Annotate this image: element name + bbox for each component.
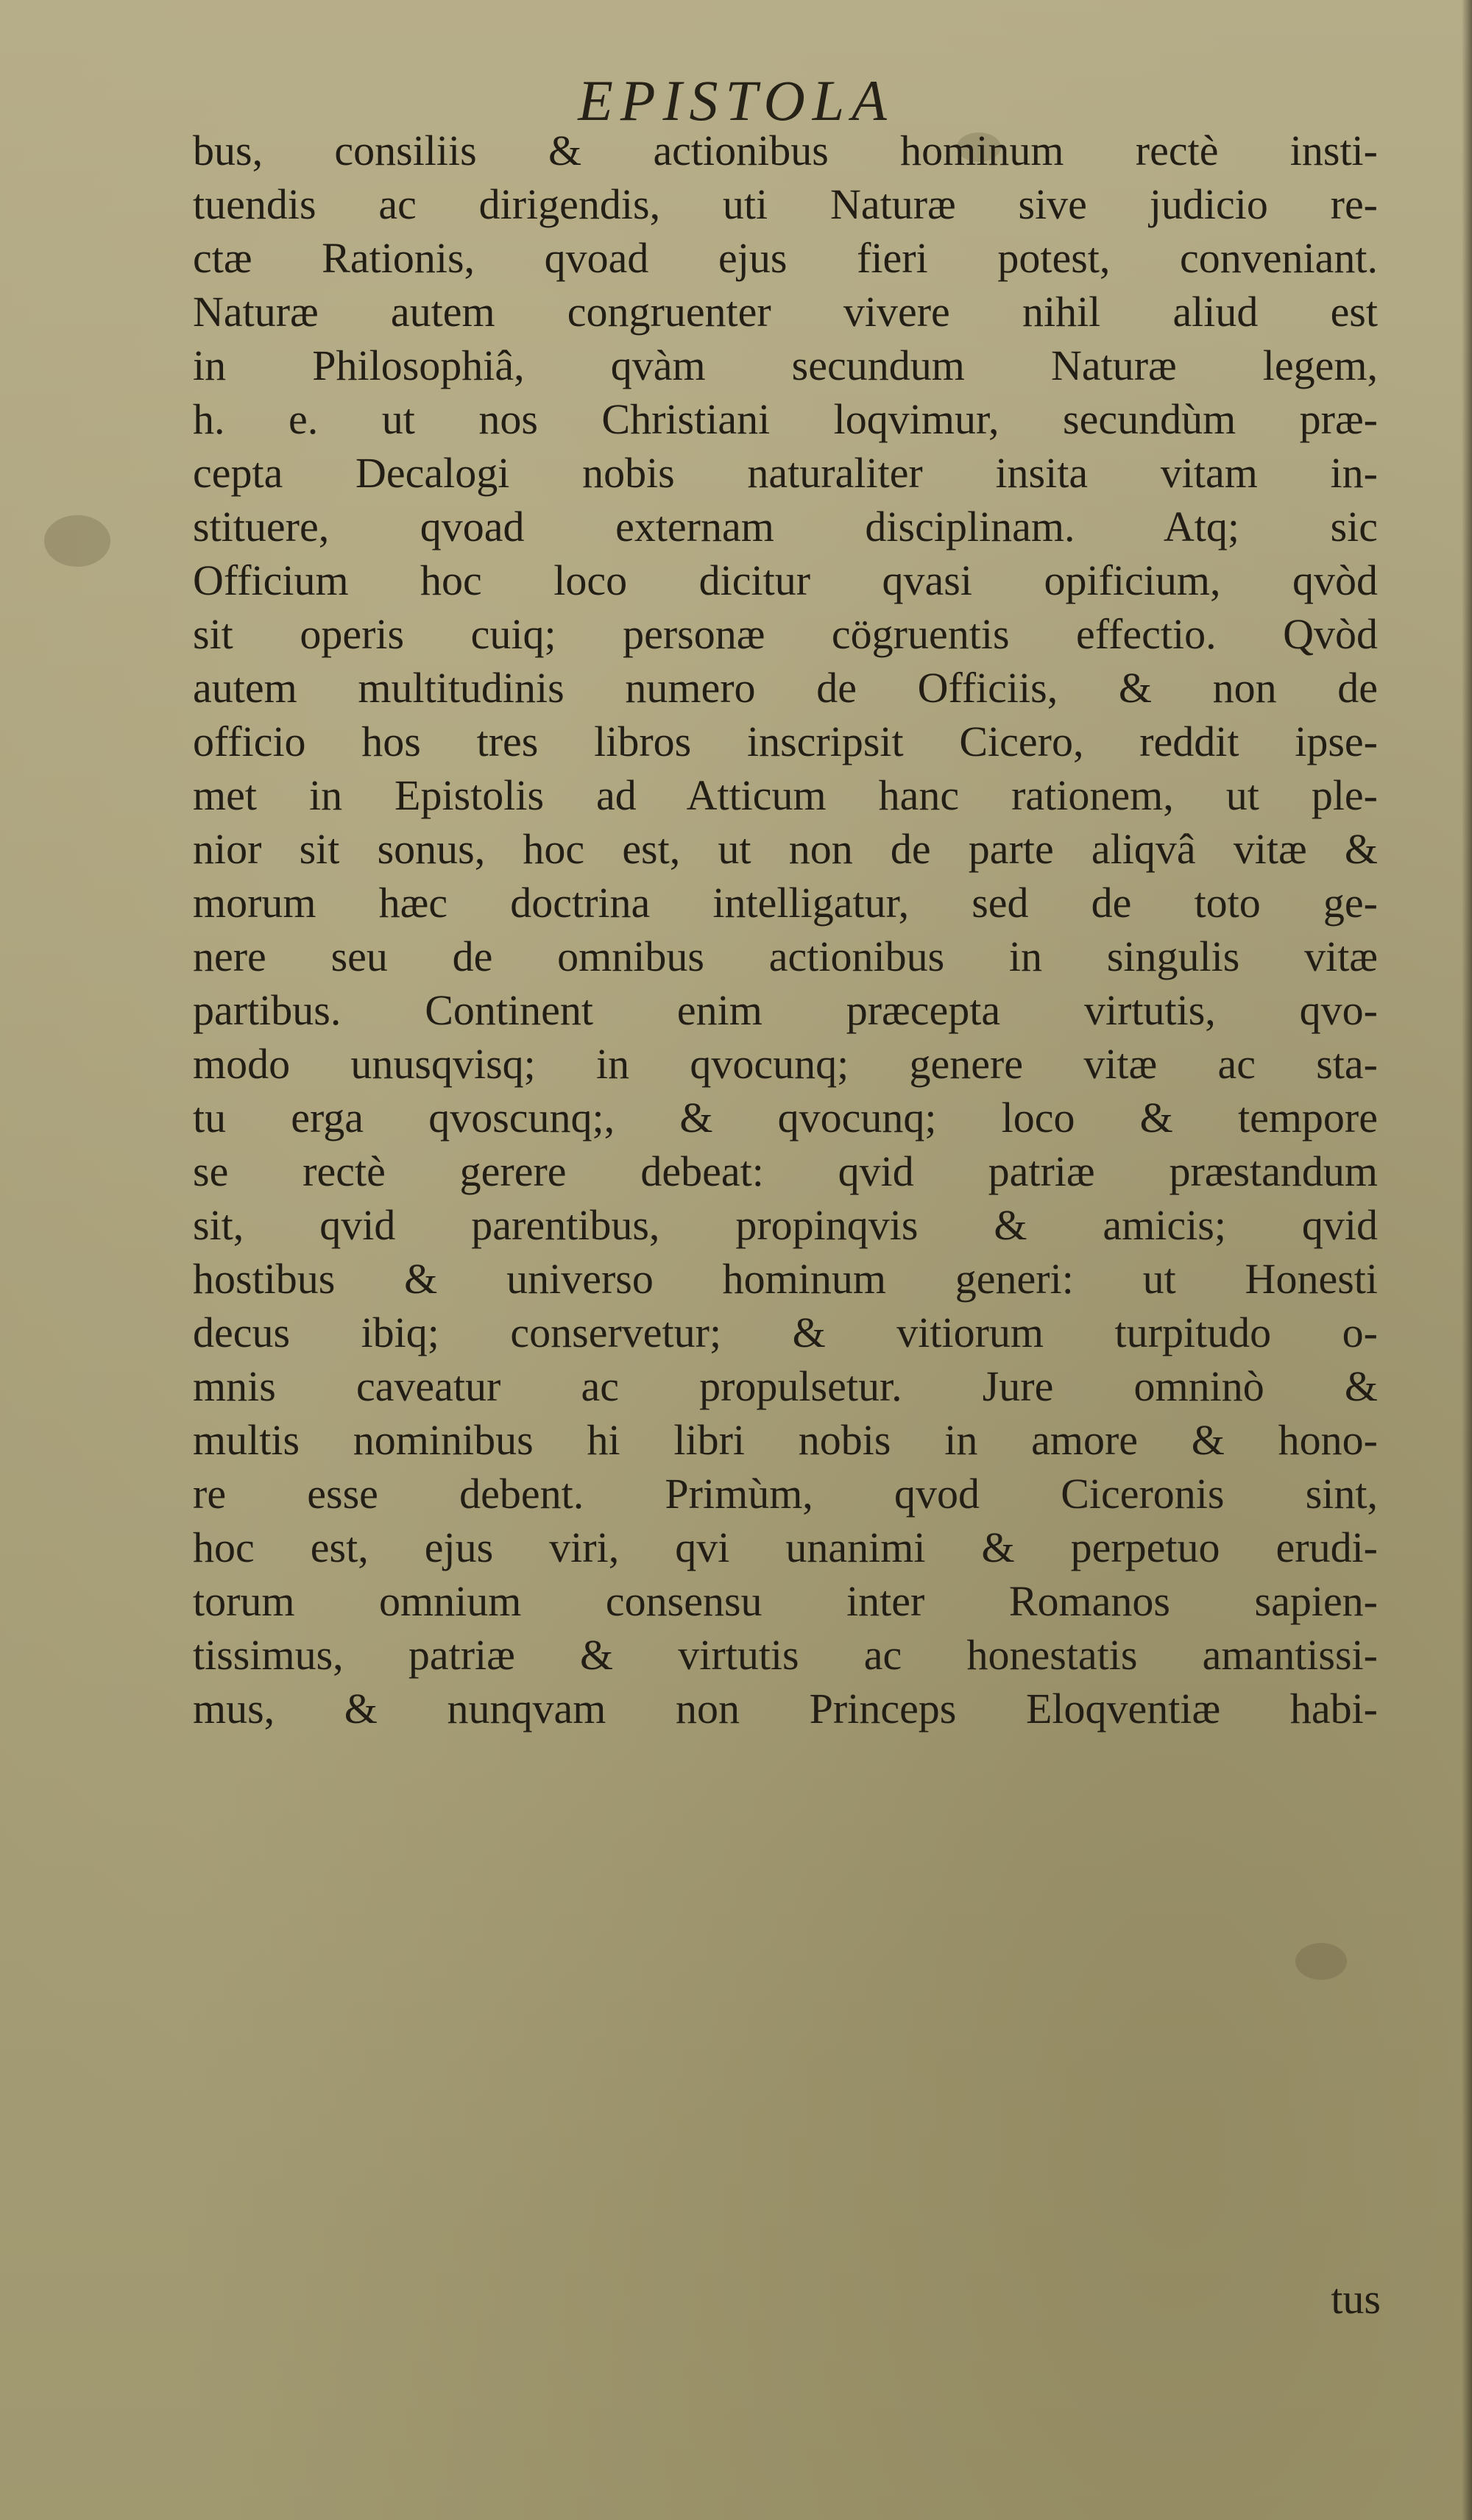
text-line: mus, & nunqvam non Princeps Eloqventiæ habi-: [193, 1685, 1378, 1733]
running-header: EPISTOLA: [578, 68, 894, 132]
text-line: torum omnium consensu inter Romanos sapien-: [193, 1577, 1378, 1625]
text-line: tu erga qvoscunq;, & qvocunq; loco & tempore: [193, 1094, 1378, 1142]
text-line: sit operis cuiq; personæ cögruentis effectio. Qvòd: [193, 610, 1378, 658]
text-line: bus, consiliis & actionibus hominum rectè insti-: [193, 127, 1378, 174]
text-line: h. e. ut nos Christiani loqvimur, secundùm præ-: [193, 395, 1378, 443]
text-line: re esse debent. Primùm, qvod Ciceronis sint,: [193, 1470, 1378, 1518]
text-line: partibus. Continent enim præcepta virtutis, qvo-: [193, 986, 1378, 1034]
body-text: [193, 124, 1378, 1735]
text-line: ctæ Rationis, qvoad ejus fieri potest, conveniant.: [193, 234, 1378, 282]
text-line: stituere, qvoad externam disciplinam. Atq; sic: [193, 503, 1378, 551]
text-line: Naturæ autem congruenter vivere nihil aliud est: [193, 288, 1378, 336]
catchword: tus: [1331, 2275, 1381, 2323]
text-line: sit, qvid parentibus, propinqvis & amicis; qvid: [193, 1201, 1378, 1249]
text-line: Officium hoc loco dicitur qvasi opificium, qvòd: [193, 556, 1378, 604]
text-line: mnis caveatur ac propulsetur. Jure omninò &: [193, 1362, 1378, 1410]
paper-stain: [44, 515, 110, 567]
text-line: nior sit sonus, hoc est, ut non de parte aliqvâ vitæ &: [193, 825, 1378, 873]
text-line: multis nominibus hi libri nobis in amore & hono-: [193, 1416, 1378, 1464]
paper-stain: [1295, 1943, 1347, 1980]
text-line: nere seu de omnibus actionibus in singulis vitæ: [193, 932, 1378, 980]
text-line: tuendis ac dirigendis, uti Naturæ sive judicio re-: [193, 180, 1378, 228]
text-line: hoc est, ejus viri, qvi unanimi & perpetuo erudi-: [193, 1523, 1378, 1571]
text-line: met in Epistolis ad Atticum hanc rationem, ut ple-: [193, 771, 1378, 819]
text-line: decus ibiq; conservetur; & vitiorum turpitudo o-: [193, 1309, 1378, 1356]
page-edge-shadow: [1462, 0, 1472, 2520]
text-line: modo unusqvisq; in qvocunq; genere vitæ ac sta-: [193, 1040, 1378, 1088]
text-line: tissimus, patriæ & virtutis ac honestatis amantissi-: [193, 1631, 1378, 1679]
text-line: in Philosophiâ, qvàm secundum Naturæ legem,: [193, 341, 1378, 389]
text-line: officio hos tres libros inscripsit Cicero, reddit ipse-: [193, 718, 1378, 765]
text-line: morum hæc doctrina intelligatur, sed de toto ge-: [193, 879, 1378, 927]
text-line: cepta Decalogi nobis naturaliter insita vitam in-: [193, 449, 1378, 497]
text-line: autem multitudinis numero de Officiis, & non de: [193, 664, 1378, 712]
text-line: hostibus & universo hominum generi: ut Honesti: [193, 1255, 1378, 1303]
text-line: se rectè gerere debeat: qvid patriæ præstandum: [193, 1147, 1378, 1195]
